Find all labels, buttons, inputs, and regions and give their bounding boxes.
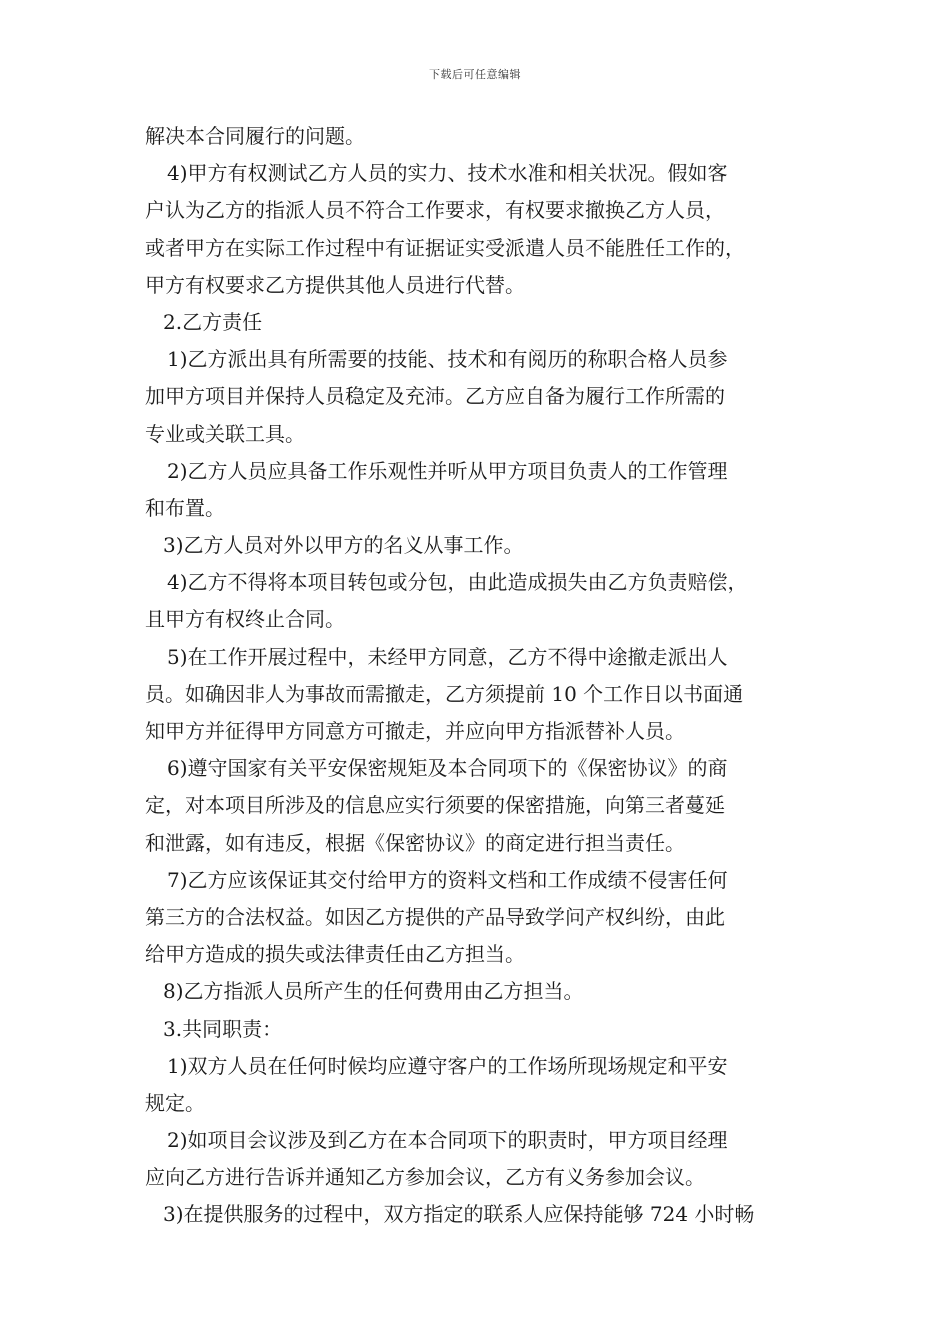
paragraph-line: 应向乙方进行告诉并通知乙方参加会议，乙方有义务参加会议。 — [145, 1165, 705, 1190]
paragraph-line: 1)双方人员在任何时候均应遵守客户的工作场所现场规定和平安 — [167, 1053, 728, 1078]
paragraph-line: 4)甲方有权测试乙方人员的实力、技术水准和相关状况。假如客 — [167, 161, 728, 186]
paragraph-line: 4)乙方不得将本项目转包或分包，由此造成损失由乙方负责赔偿， — [167, 570, 748, 595]
paragraph-line: 和布置。 — [145, 495, 225, 520]
paragraph-line: 3)乙方人员对外以甲方的名义从事工作。 — [163, 533, 524, 558]
paragraph-line: 第三方的合法权益。如因乙方提供的产品导致学问产权纠纷，由此 — [145, 904, 725, 929]
paragraph-line: 且甲方有权终止合同。 — [145, 607, 345, 632]
paragraph-line: 或者甲方在实际工作过程中有证据证实受派遣人员不能胜任工作的， — [145, 235, 745, 260]
paragraph-line: 户认为乙方的指派人员不符合工作要求，有权要求撤换乙方人员， — [145, 198, 725, 223]
paragraph-line: 2)乙方人员应具备工作乐观性并听从甲方项目负责人的工作管理 — [167, 458, 728, 483]
paragraph-line: 5)在工作开展过程中，未经甲方同意，乙方不得中途撤走派出人 — [167, 644, 728, 669]
section-heading: 3.共同职责： — [163, 1016, 283, 1041]
paragraph-line: 3)在提供服务的过程中，双方指定的联系人应保持能够 724 小时畅 — [163, 1202, 755, 1227]
paragraph-line: 规定。 — [145, 1090, 205, 1115]
paragraph-line: 2)如项目会议涉及到乙方在本合同项下的职责时，甲方项目经理 — [167, 1128, 728, 1153]
paragraph-line: 和泄露，如有违反，根据《保密协议》的商定进行担当责任。 — [145, 830, 685, 855]
paragraph-line: 7)乙方应该保证其交付给甲方的资料文档和工作成绩不侵害任何 — [167, 867, 728, 892]
document-body — [145, 118, 817, 1234]
paragraph-line: 定，对本项目所涉及的信息应实行须要的保密措施，向第三者蔓延 — [145, 793, 725, 818]
paragraph-line: 解决本合同履行的问题。 — [145, 124, 365, 148]
paragraph-line: 甲方有权要求乙方提供其他人员进行代替。 — [145, 272, 525, 297]
paragraph-line: 知甲方并征得甲方同意方可撤走，并应向甲方指派替补人员。 — [145, 719, 685, 743]
section-heading: 2.乙方责任 — [163, 309, 263, 334]
paragraph-line: 给甲方造成的损失或法律责任由乙方担当。 — [145, 942, 525, 967]
paragraph-line: 加甲方项目并保持人员稳定及充沛。乙方应自备为履行工作所需的 — [145, 384, 725, 409]
page-header: 下载后可任意编辑 — [429, 68, 521, 81]
paragraph-line: 8)乙方指派人员所产生的任何费用由乙方担当。 — [163, 979, 584, 1004]
paragraph-line: 1)乙方派出具有所需要的技能、技术和有阅历的称职合格人员参 — [167, 347, 728, 372]
paragraph-line: 员。如确因非人为事故而需撤走，乙方须提前 10 个工作日以书面通 — [145, 681, 744, 706]
paragraph-line: 专业或关联工具。 — [145, 421, 305, 446]
paragraph-line: 6)遵守国家有关平安保密规矩及本合同项下的《保密协议》的商 — [167, 756, 728, 781]
